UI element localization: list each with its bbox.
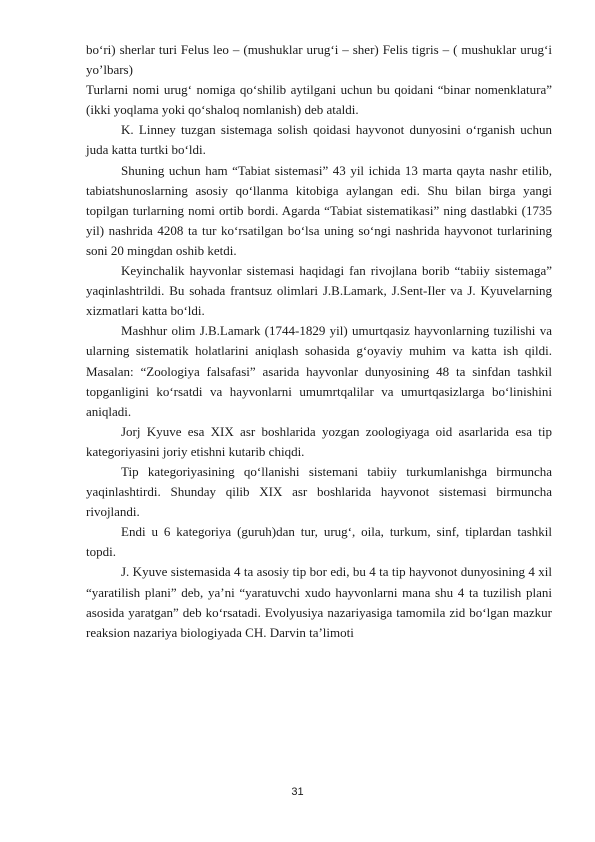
document-page xyxy=(86,40,552,643)
paragraph-3: K. Linney tuzgan sistemaga solish qoidasi hayvonot dunyosini o‘rganish uchun juda katta turtki bo‘ldi. xyxy=(86,122,552,158)
paragraph-5: Keyinchalik hayvonlar sistemasi haqidagi fan rivojlana borib “tabiiy sistemaga” yaqinlashtrildi. Bu sohada frantsuz olimlari J.B.Lamark, J.Sent-Iler va J. Kyuvelarning xizmatlari katta bo‘ldi. xyxy=(86,263,552,319)
paragraph-9: Endi u 6 kategoriya (guruh)dan tur, urug‘, oila, turkum, sinf, tiplardan tashkil topdi. xyxy=(86,524,552,560)
page-number: 31 xyxy=(291,786,304,798)
paragraph-4: Shuning uchun ham “Tabiat sistemasi” 43 yil ichida 13 marta qayta nashr etilib, tabiatshunoslarning asosiy qo‘llanma kitobiga aylangan edi. Shu bilan birga yangi topilgan turlarning nomi ortib bordi. Agarda “Tabiat sistematikasi” ning dastlabki (1735 yil) nashrida 4208 ta tur ko‘rsatilgan bo‘lsa uning so‘ngi nashrida hayvonot turlarining soni 20 mingdan oshib ketdi. xyxy=(86,162,552,258)
paragraph-10: J. Kyuve sistemasida 4 ta asosiy tip bor edi, bu 4 ta tip hayvonot dunyosining 4 xil “yaratilish plani” deb, ya’ni “yaratuvchi xudo hayvonlarni mana shu 4 ta tuzilish plani asosida yaratgan” deb ko‘rsatadi. Evolyusiya nazariyasiga tamomila zid bo‘lgan mazkur reaksion nazariya biologiyada CH. Darvin ta’limoti xyxy=(86,564,552,640)
paragraph-7: Jorj Kyuve esa XIX asr boshlarida yozgan zoologiyaga oid asarlarida esa tip kategoriyasini joriy etishni kutarib chiqdi. xyxy=(86,423,552,459)
paragraph-1: bo‘ri) sherlar turi Felus leo – (mushuklar urug‘i – sher) Felis tigris – ( mushuklar urug‘i yo’lbars) xyxy=(86,42,552,78)
paragraph-8: Tip kategoriyasining qo‘llanishi sistemani tabiiy turkumlanishga birmuncha yaqinlashtirdi. Shunday qilib XIX asr boshlarida hayvonot sistemasi birmuncha rivojlandi. xyxy=(86,463,552,520)
paragraph-6: Mashhur olim J.B.Lamark (1744-1829 yil) umurtqasiz hayvonlarning tuzilishi va ularning sistematik holatlarini aniqlash sohasida g‘oyaviy muhim va katta ish qildi. Masalan: “Zoologiya falsafasi” asarida hayvonlar dunyosining 48 ta sinfdan tashkil topganligini ko‘rsatdi va hayvonlarni umumrtqalilar va umurtqasizlarga bo‘linishini aniqladi. xyxy=(86,323,552,419)
paragraph-2: Turlarni nomi urug‘ nomiga qo‘shilib aytilgani uchun bu qoidani “binar nomenklatura” (ikki yoqlama yoki qo‘shaloq nomlanish) deb ataldi. xyxy=(86,82,552,118)
